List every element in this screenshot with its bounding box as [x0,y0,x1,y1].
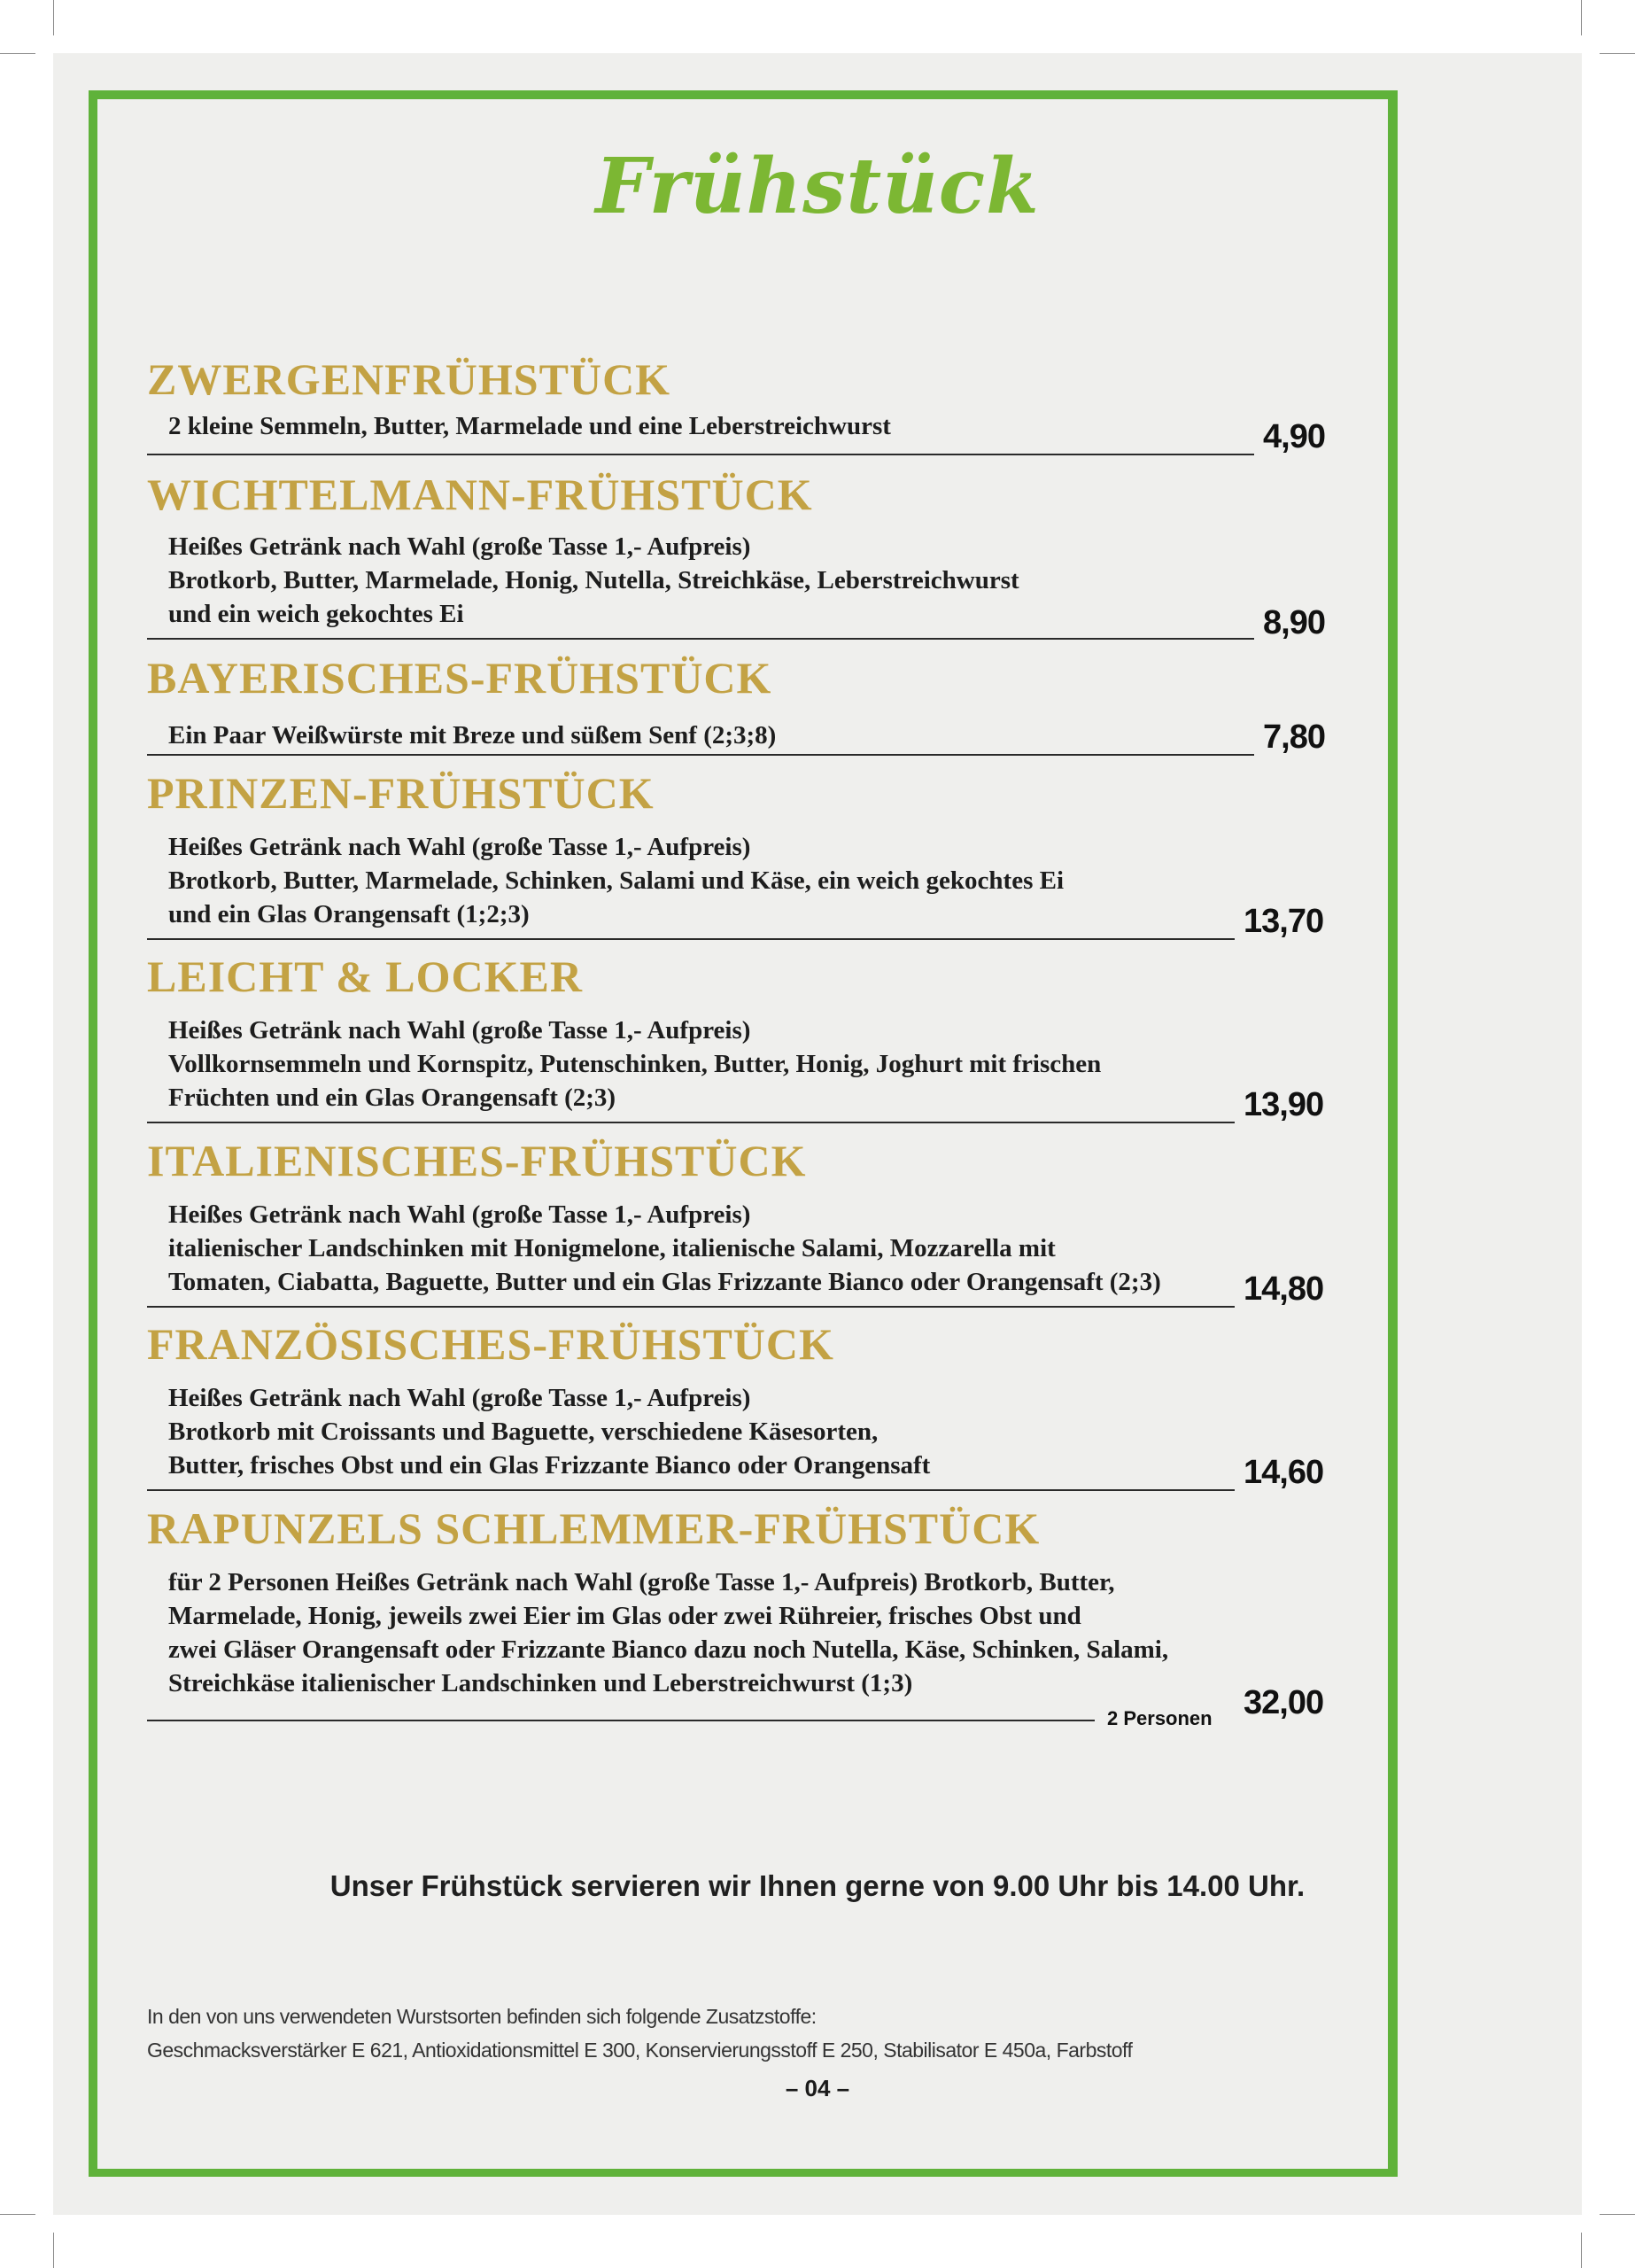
menu-item-description: Früchten und ein Glas Orangensaft (2;3) [168,1084,616,1112]
price-leader-line [147,1306,1235,1308]
menu-item-price: 13,90 [1244,1086,1324,1123]
menu-item-price: 7,80 [1263,718,1325,756]
green-frame-bottom [89,2169,1391,2177]
menu-item-description: italienischer Landschinken mit Honigmelone, italienische Salami, Mozzarella mit [168,1234,1056,1262]
menu-item-price: 8,90 [1263,604,1325,641]
green-frame-right [1388,90,1398,2177]
menu-item-name: WICHTELMANN-FRÜHSTÜCK [147,470,813,519]
menu-item-description: Brotkorb, Butter, Marmelade, Schinken, Salami und Käse, ein weich gekochtes Ei [168,866,1065,895]
menu-item-description: Marmelade, Honig, jeweils zwei Eier im Glas oder zwei Rühreier, frisches Obst und [168,1602,1081,1630]
additives-note: Geschmacksverstärker E 621, Antioxidationsmittel E 300, Konservierungsstoff E 250, Stabilisator E 450a, Farbstoff [147,2039,1133,2062]
menu-item-name: RAPUNZELS SCHLEMMER-FRÜHSTÜCK [147,1503,1041,1553]
menu-item-description: Heißes Getränk nach Wahl (große Tasse 1,- Aufpreis) [168,532,751,561]
price-leader-line [147,1720,1095,1721]
additives-note: In den von uns verwendeten Wurstsorten befinden sich folgende Zusatzstoffe: [147,2005,817,2028]
page-number: – 04 – [785,2075,850,2101]
menu-item [147,468,1352,641]
menu-item-description: Heißes Getränk nach Wahl (große Tasse 1,- Aufpreis) [168,1200,751,1229]
serving-hours-note: Unser Frühstück servieren wir Ihnen gerne von 9.00 Uhr bis 14.00 Uhr. [329,1869,1306,1902]
menu-item-name: PRINZEN-FRÜHSTÜCK [147,768,655,818]
crop-mark [0,53,35,54]
crop-mark [0,2214,35,2215]
menu-item-name: ZWERGENFRÜHSTÜCK [147,354,671,404]
menu-item-name: LEICHT & LOCKER [147,951,583,1001]
menu-item-description: Brotkorb, Butter, Marmelade, Honig, Nutella, Streichkäse, Leberstreichwurst [168,566,1019,594]
crop-mark [1581,0,1582,35]
menu-item-description: Brotkorb mit Croissants und Baguette, verschiedene Käsesorten, [168,1418,879,1446]
menu-item-description: Vollkornsemmeln und Kornspitz, Putenschinken, Butter, Honig, Joghurt mit frischen [168,1050,1102,1078]
crop-mark [1600,2214,1635,2215]
crop-mark [1581,2233,1582,2268]
menu-item-description: für 2 Personen Heißes Getränk nach Wahl (große Tasse 1,- Aufpreis) Brotkorb, Butter, [168,1568,1115,1596]
menu-item-description: und ein weich gekochtes Ei [168,600,464,628]
menu-item-name: ITALIENISCHES-FRÜHSTÜCK [147,1136,807,1185]
menu-item-description: 2 kleine Semmeln, Butter, Marmelade und eine Leberstreichwurst [168,412,891,440]
menu-item [147,1134,1352,1308]
menu-item [147,353,1352,455]
menu-item-description: Tomaten, Ciabatta, Baguette, Butter und ein Glas Frizzante Bianco oder Orangensaft (2;3) [168,1268,1161,1296]
menu-item [147,651,1352,756]
menu-item [147,1317,1352,1491]
menu-item-price: 13,70 [1244,903,1324,940]
price-leader-line [147,754,1254,756]
menu-item-description: Heißes Getränk nach Wahl (große Tasse 1,- Aufpreis) [168,1384,751,1412]
price-leader-line [147,454,1254,455]
menu-item-price: 32,00 [1244,1684,1324,1721]
page-title: Frühstück [595,142,1040,231]
persons-label: 2 Personen [1107,1707,1213,1729]
crop-mark [1600,53,1635,54]
menu-item-description: Heißes Getränk nach Wahl (große Tasse 1,- Aufpreis) [168,1016,751,1045]
price-leader-line [147,938,1235,940]
price-leader-line [147,638,1254,640]
menu-item-price: 4,90 [1263,418,1325,455]
price-leader-line [147,1489,1235,1491]
menu-item [147,766,1352,940]
menu-item-price: 14,80 [1244,1270,1324,1308]
menu-item-description: Heißes Getränk nach Wahl (große Tasse 1,- Aufpreis) [168,833,751,861]
crop-mark [53,2233,54,2268]
menu-item-description: Butter, frisches Obst und ein Glas Frizzante Bianco oder Orangensaft [168,1451,931,1480]
menu-item-description: und ein Glas Orangensaft (1;2;3) [168,900,530,928]
menu-item-price: 14,60 [1244,1454,1324,1491]
price-leader-line [147,1122,1235,1123]
menu-item [147,1502,1352,1729]
menu-item [147,950,1352,1123]
menu-item-name: BAYERISCHES-FRÜHSTÜCK [147,653,772,703]
menu-item-description: Streichkäse italienischer Landschinken und Leberstreichwurst (1;3) [168,1669,913,1697]
menu-item-name: FRANZÖSISCHES-FRÜHSTÜCK [147,1319,834,1369]
menu-item-description: zwei Gläser Orangensaft oder Frizzante Bianco dazu noch Nutella, Käse, Schinken, Salami, [168,1635,1169,1664]
menu-item-description: Ein Paar Weißwürste mit Breze und süßem Senf (2;3;8) [168,721,777,750]
green-frame-left [89,90,97,2177]
crop-mark [53,0,54,35]
green-frame-top [89,90,1395,99]
